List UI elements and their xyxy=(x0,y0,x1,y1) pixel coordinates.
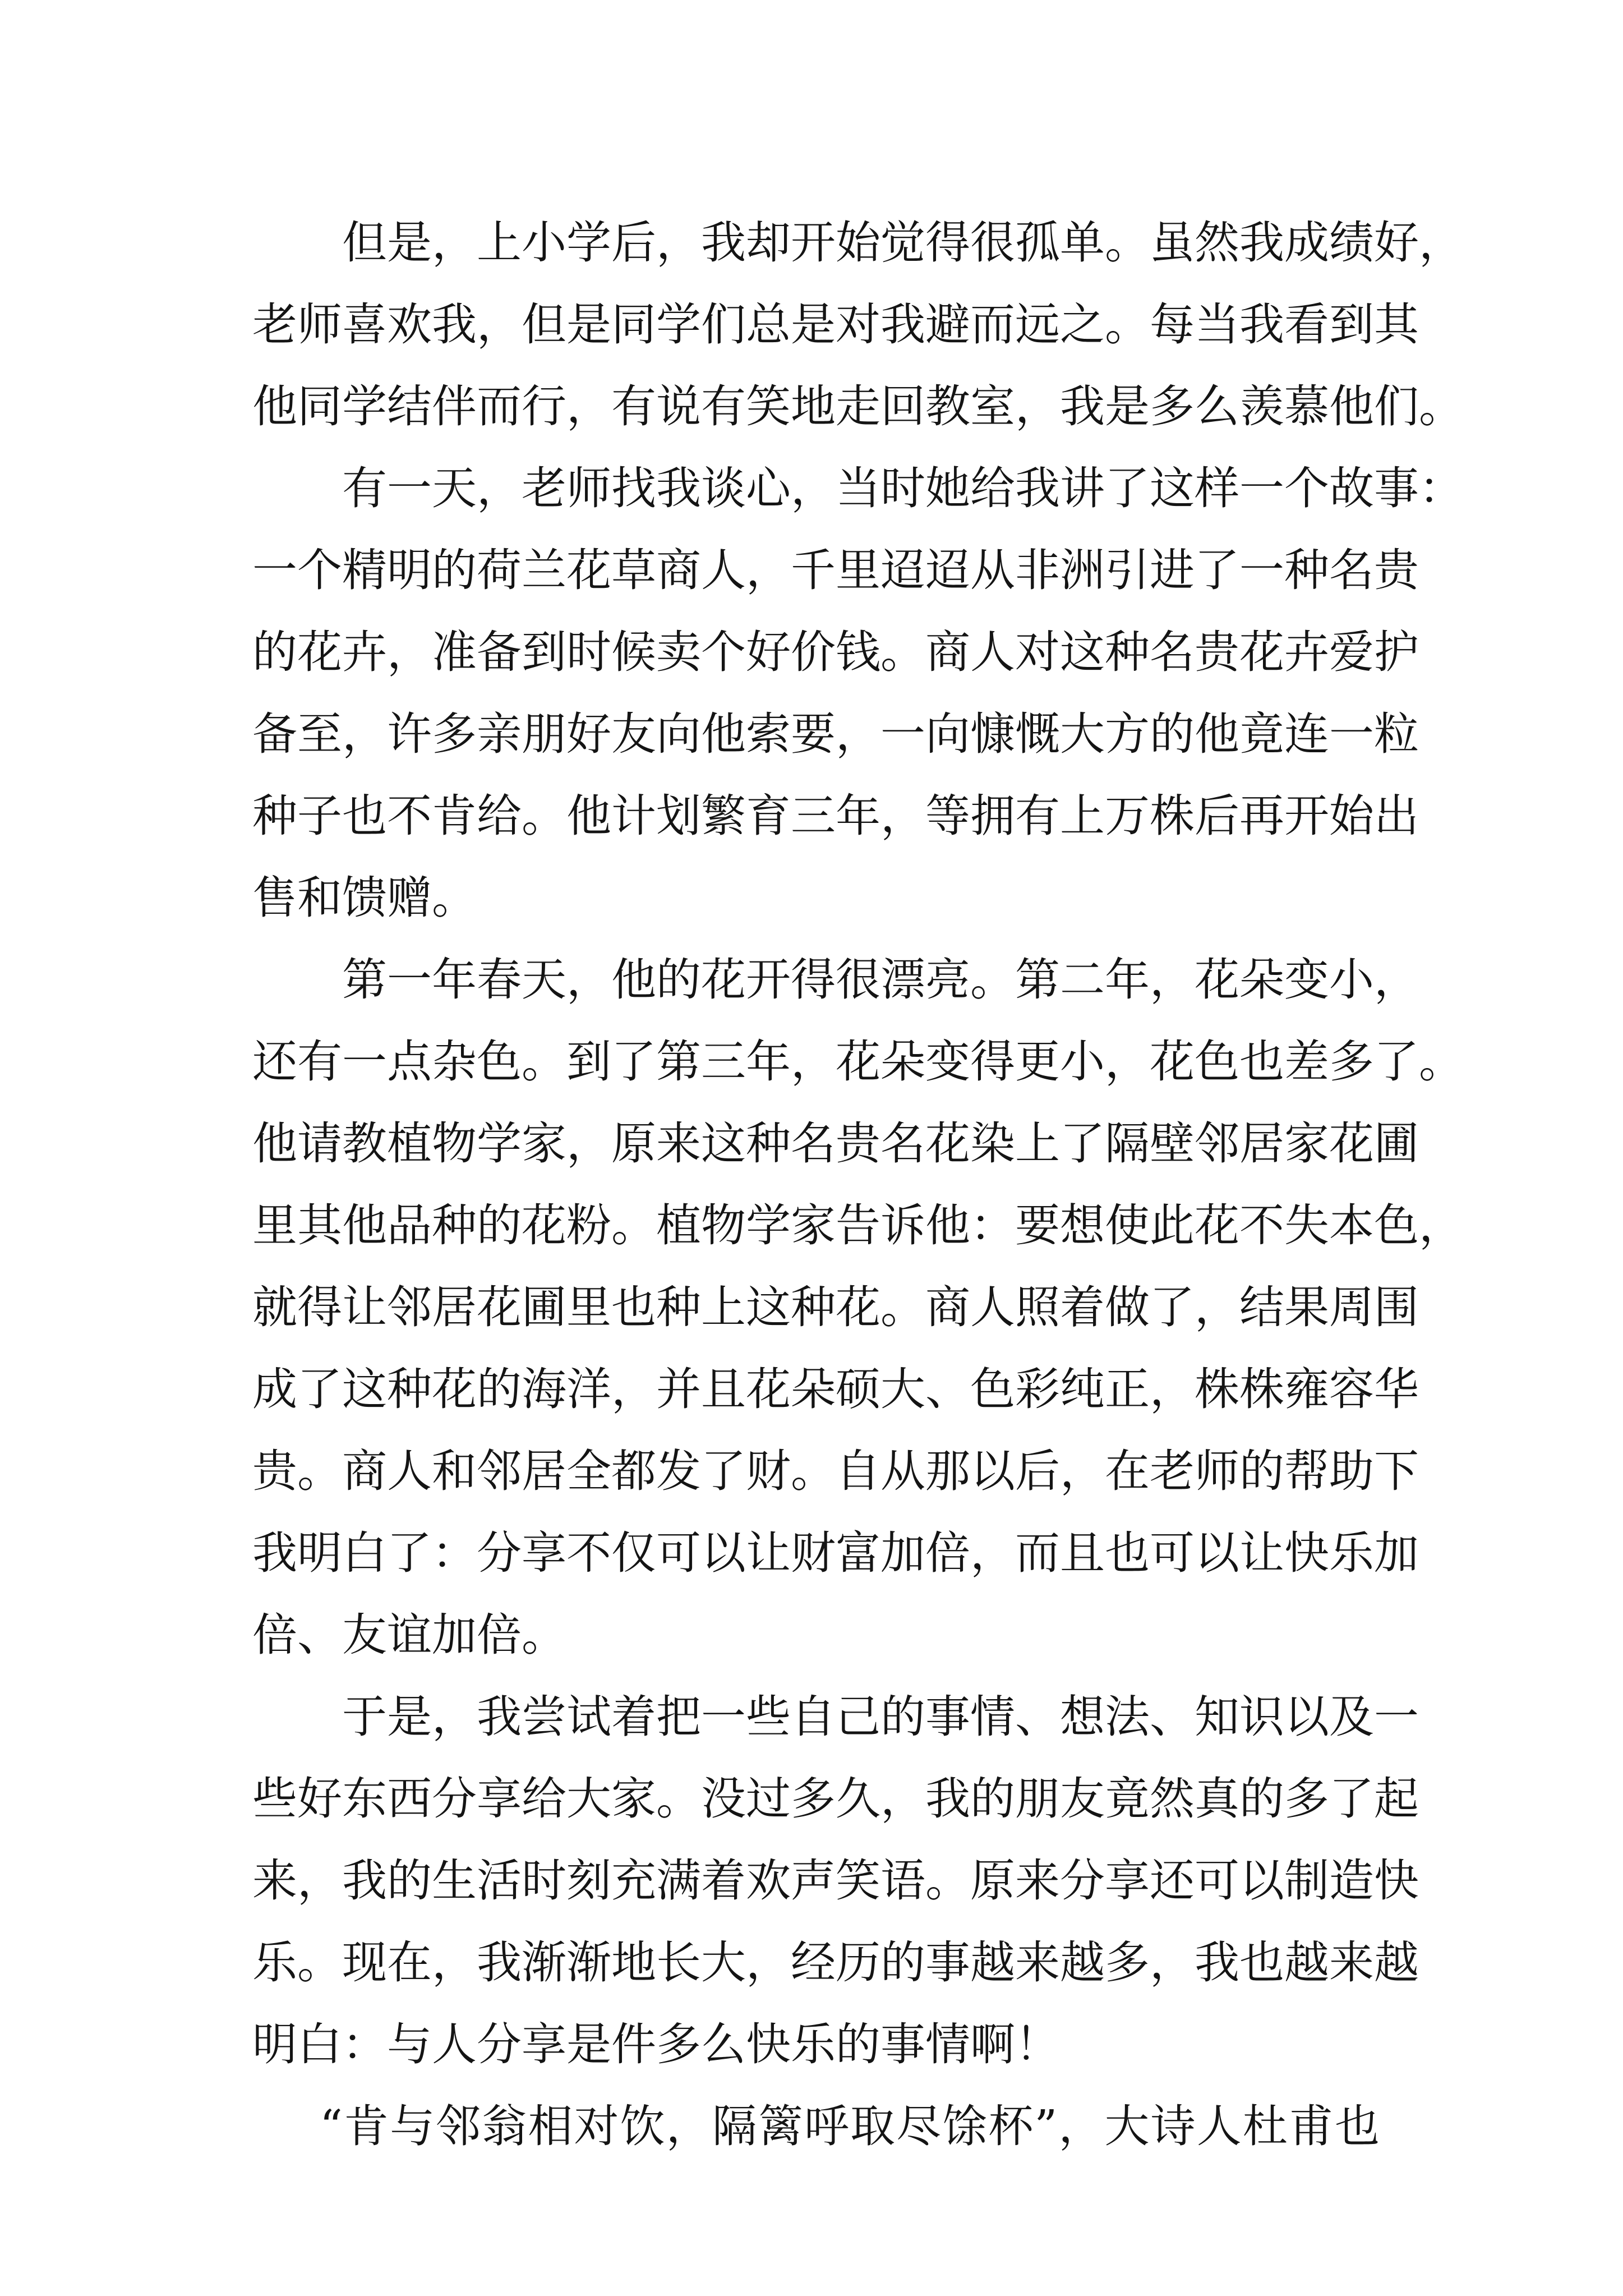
text-line: “肯与邻翁相对饮，隔篱呼取尽馀杯”，大诗人杜甫也 xyxy=(320,2100,1380,2152)
text-line: 一个精明的荷兰花草商人，千里迢迢从非洲引进了一种名贵 xyxy=(252,544,1419,596)
text-line: 来，我的生活时刻充满着欢声笑语。原来分享还可以制造快 xyxy=(252,1855,1419,1907)
text-line: 些好东西分享给大家。没过多久，我的朋友竟然真的多了起 xyxy=(252,1773,1419,1825)
paragraph-3 xyxy=(252,939,1464,1676)
text-line: 种子也不肯给。他计划繁育三年，等拥有上万株后再开始出 xyxy=(252,790,1419,842)
text-line: 我明白了：分享不仅可以让财富加倍，而且也可以让快乐加 xyxy=(252,1527,1419,1579)
text-line: 乐。现在，我渐渐地长大，经历的事越来越多，我也越来越 xyxy=(252,1936,1419,1989)
text-line: 里其他品种的花粉。植物学家告诉他：要想使此花不失本色， xyxy=(252,1199,1464,1251)
text-line: 成了这种花的海洋，并且花朵硕大、色彩纯正，株株雍容华 xyxy=(252,1363,1419,1415)
text-line: 还有一点杂色。到了第三年，花朵变得更小，花色也差多了。 xyxy=(252,1036,1464,1088)
text-line: 明白：与人分享是件多么快乐的事情啊！ xyxy=(252,2018,1060,2070)
text-line: 老师喜欢我，但是同学们总是对我避而远之。每当我看到其 xyxy=(252,298,1419,351)
text-line: 售和馈赠。 xyxy=(252,872,477,924)
text-line: 他请教植物学家，原来这种名贵名花染上了隔壁邻居家花圃 xyxy=(252,1117,1419,1170)
text-line: 他同学结伴而行，有说有笑地走回教室，我是多么羡慕他们。 xyxy=(252,380,1464,432)
text-line: 的花卉，准备到时候卖个好价钱。商人对这种名贵花卉爱护 xyxy=(252,626,1419,678)
text-line: 但是，上小学后，我却开始觉得很孤单。虽然我成绩好， xyxy=(342,217,1464,269)
text-line: 于是，我尝试着把一些自己的事情、想法、知识以及一 xyxy=(342,1691,1419,1743)
text-line: 第一年春天，他的花开得很漂亮。第二年，花朵变小， xyxy=(342,954,1419,1006)
text-line: 贵。商人和邻居全都发了财。自从那以后，在老师的帮助下 xyxy=(252,1445,1419,1497)
document-body xyxy=(252,202,1464,2168)
text-line: 有一天，老师找我谈心，当时她给我讲了这样一个故事： xyxy=(342,462,1464,514)
paragraph-5 xyxy=(252,2086,1380,2168)
text-line: 就得让邻居花圃里也种上这种花。商人照着做了，结果周围 xyxy=(252,1281,1419,1333)
text-line: 备至，许多亲朋好友向他索要，一向慷慨大方的他竟连一粒 xyxy=(252,708,1419,760)
paragraph-2 xyxy=(252,448,1464,939)
paragraph-4 xyxy=(252,1676,1419,2086)
text-line: 倍、友谊加倍。 xyxy=(252,1609,566,1661)
paragraph-1 xyxy=(252,202,1464,448)
